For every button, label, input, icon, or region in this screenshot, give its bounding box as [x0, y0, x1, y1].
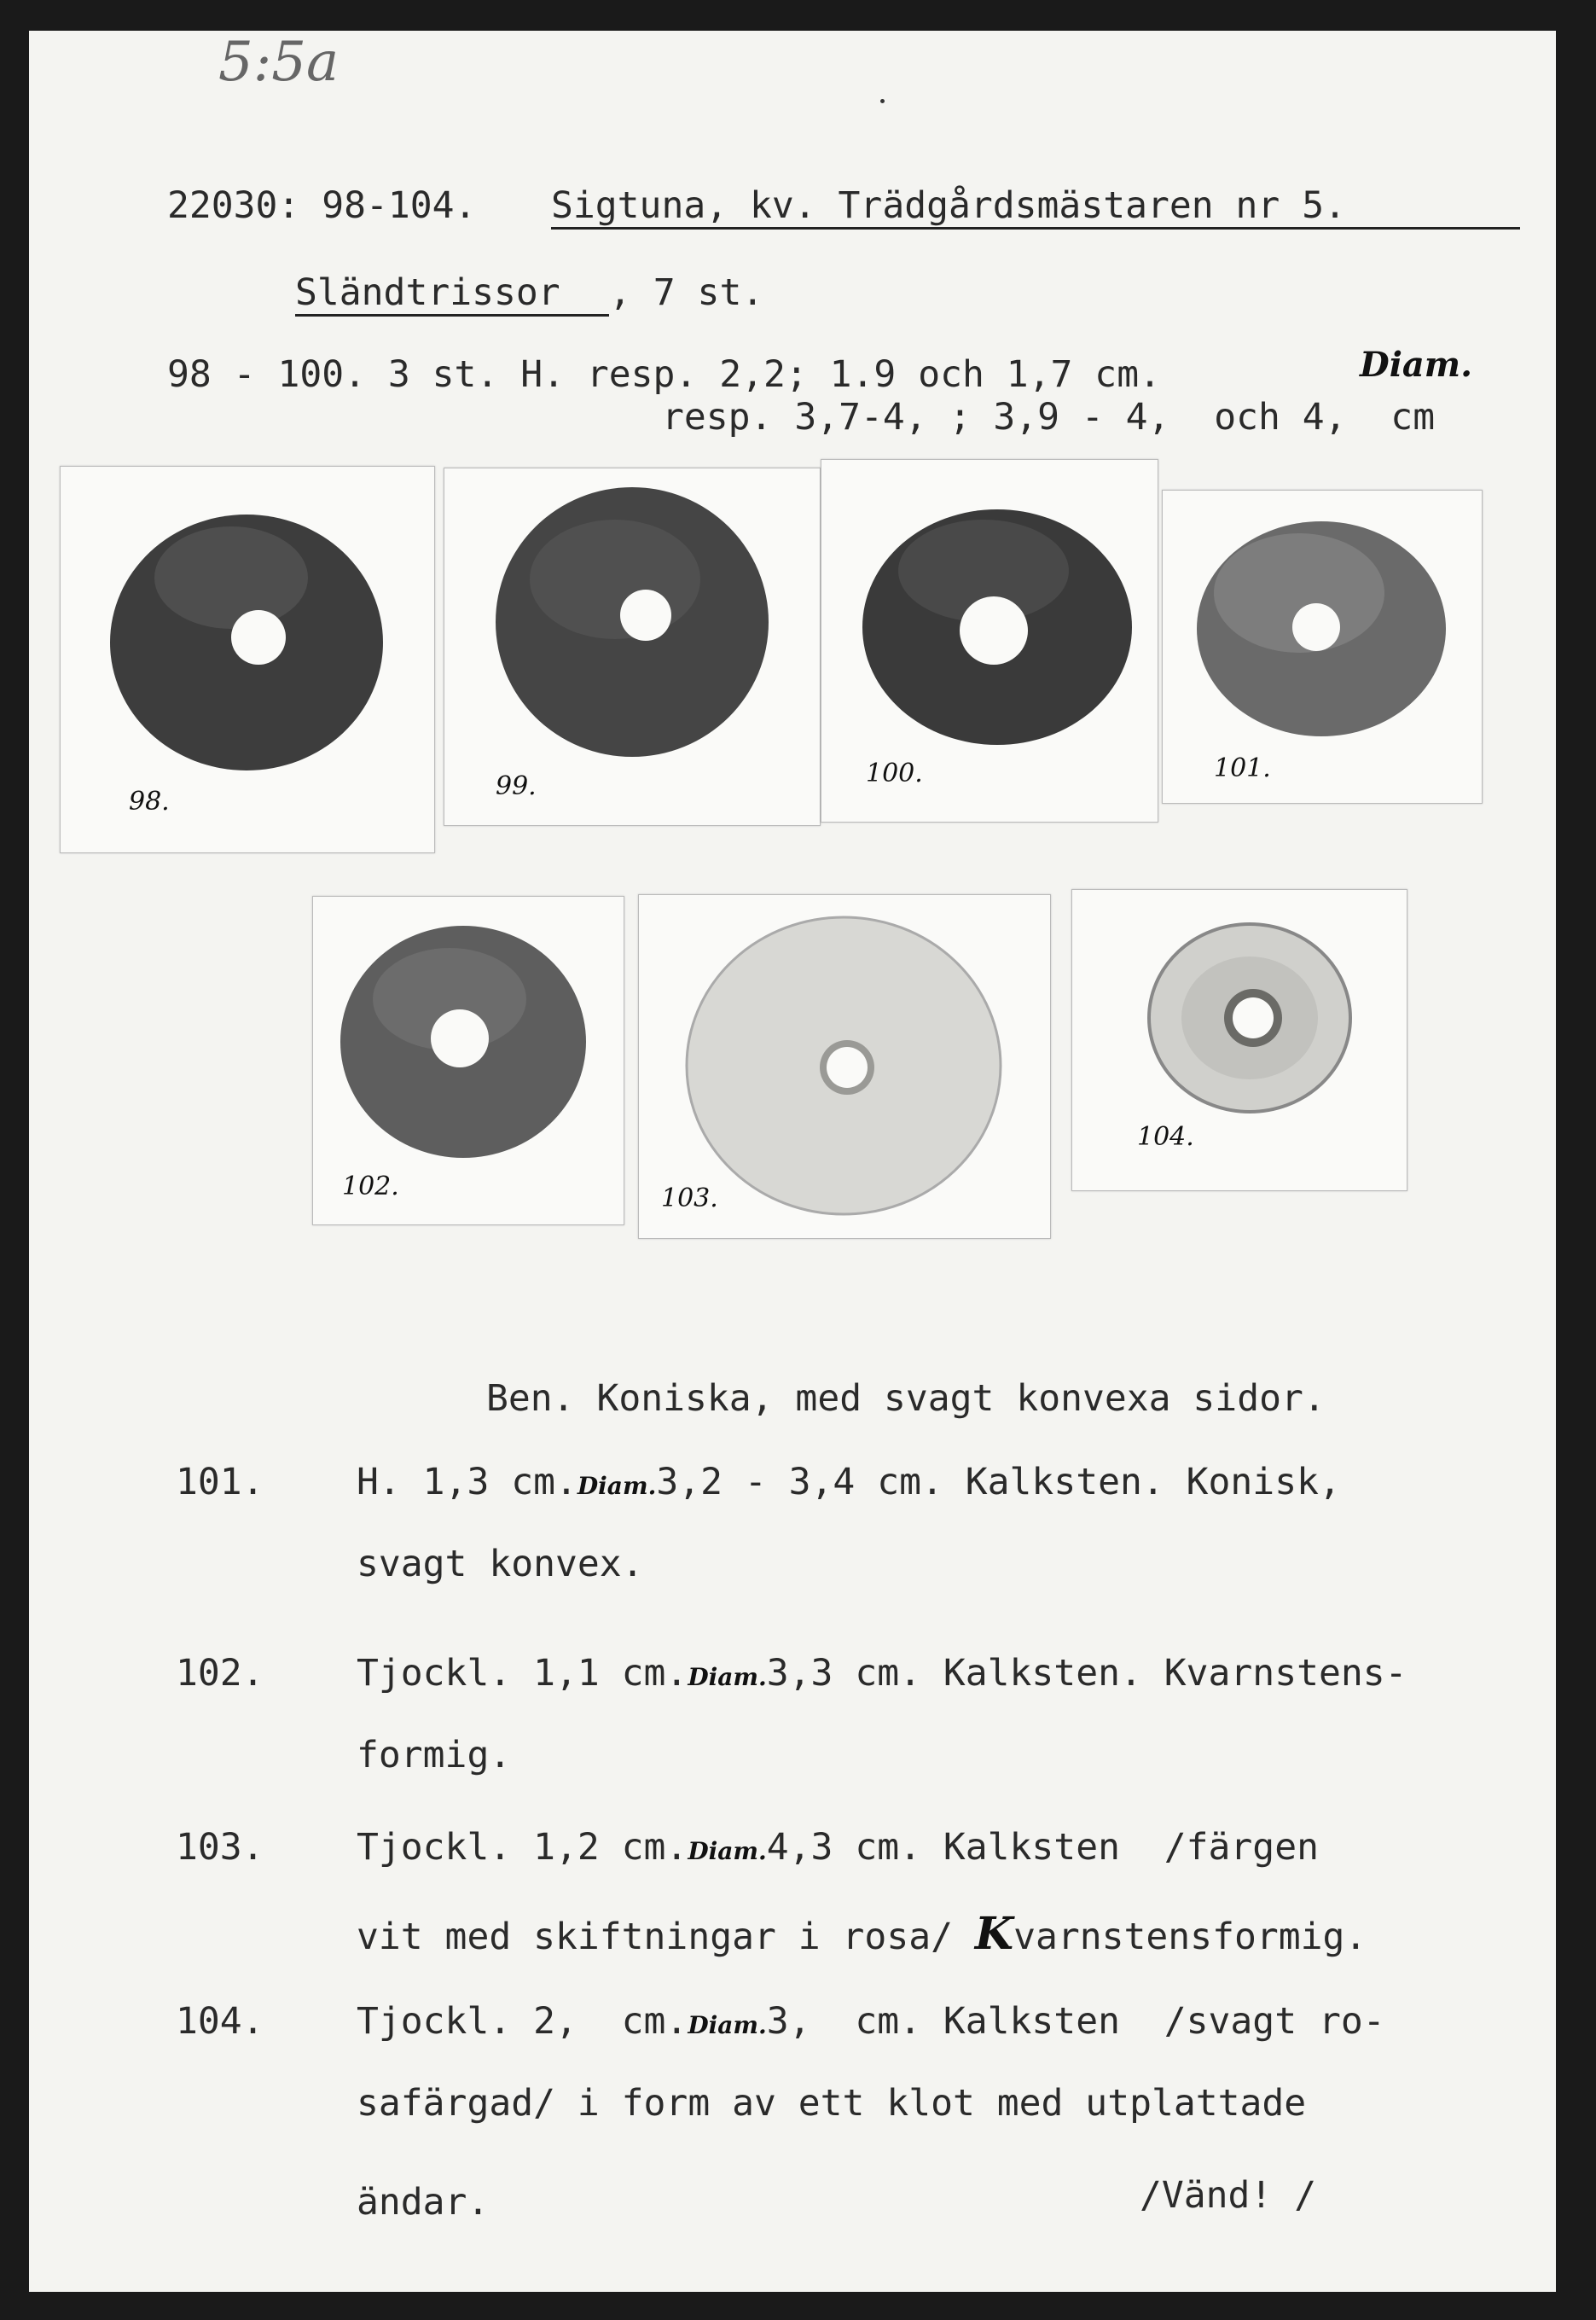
diam-mark: Diam. [688, 1663, 767, 1691]
catalog-card [29, 31, 1556, 2292]
entry-101-text: H. 1,3 cm.Diam.3,2 - 3,4 cm. Kalksten. Konisk, [357, 1461, 1341, 1503]
photo-103 [638, 894, 1051, 1239]
material-line: Ben. Koniska, med svagt konvexa sidor. [486, 1377, 1326, 1420]
entry-102-number: 102. [176, 1652, 264, 1695]
entry-104-continuation: safärgad/ i form av ett klot med utplattade [357, 2082, 1307, 2125]
entry-104-text: Tjockl. 2, cm.Diam.3, cm. Kalksten /svagt ro- [357, 2000, 1385, 2043]
entry-104-continuation-2: ändar. [357, 2181, 490, 2224]
photo-101 [1162, 490, 1483, 804]
ink-dot [880, 99, 885, 103]
photo-102 [312, 896, 624, 1225]
turn-over-note: /Vänd! / [1140, 2174, 1317, 2217]
diam-mark: Diam. [688, 2011, 767, 2039]
photo-label: 99. [496, 771, 537, 801]
photo-label: 103. [661, 1183, 718, 1213]
entry-102-text: Tjockl. 1,1 cm.Diam.3,3 cm. Kalksten. Kvarnstens- [357, 1652, 1407, 1695]
site-underline [551, 227, 1520, 230]
photo-98 [60, 466, 435, 853]
entry-104-number: 104. [176, 2000, 264, 2043]
photo-label: 104. [1137, 1122, 1194, 1152]
entry-103-number: 103. [176, 1826, 264, 1869]
object-count: , 7 st. [609, 271, 764, 314]
object-type-underline [295, 314, 609, 317]
entry-103-continuation: vit med skiftningar i rosa/ Kvarnstensformig. [357, 1908, 1367, 1960]
photo-label: 101. [1214, 753, 1271, 783]
photo-label: 102. [342, 1172, 399, 1201]
photo-99 [444, 468, 821, 826]
entry-101-number: 101. [176, 1461, 264, 1503]
entry-103-text: Tjockl. 1,2 cm.Diam.4,3 cm. Kalksten /färgen [357, 1826, 1319, 1869]
site-name: Sigtuna, kv. Trädgårdsmästaren nr 5. [551, 184, 1346, 227]
photo-label: 100. [866, 759, 923, 788]
dimensions-line-1: 98 - 100. 3 st. H. resp. 2,2; 1.9 och 1,7 cm. [167, 353, 1161, 396]
handwritten-k: K [974, 1908, 1014, 1960]
diam-mark: Diam. [688, 1837, 767, 1865]
diam-mark-header: Diam. [1360, 345, 1473, 385]
object-type: Sländtrissor [295, 271, 560, 314]
photo-label: 98. [129, 787, 170, 817]
dimensions-line-2: resp. 3,7-4, ; 3,9 - 4, och 4, cm [662, 396, 1436, 439]
catalog-number: 22030: 98-104. [167, 184, 477, 227]
entry-101-continuation: svagt konvex. [357, 1543, 644, 1585]
diam-mark: Diam. [577, 1472, 657, 1500]
card-code: 5:5a [218, 31, 340, 94]
entry-102-continuation: formig. [357, 1734, 512, 1776]
photo-104 [1071, 889, 1407, 1191]
photo-100 [821, 459, 1158, 823]
